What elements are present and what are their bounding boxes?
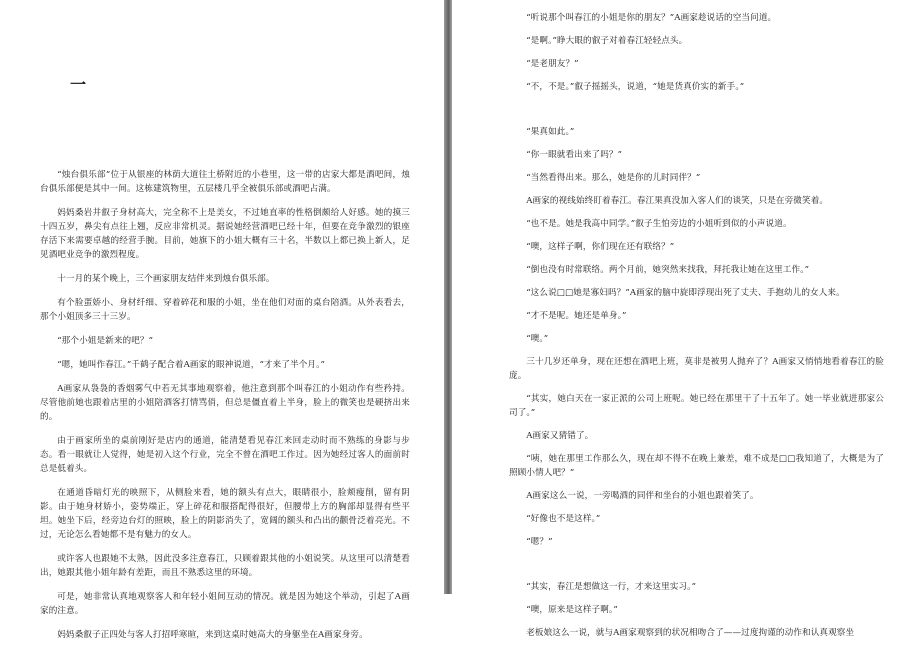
paragraph: “你一眼就看出来了吗？”: [526, 150, 623, 160]
paragraph: “也不是。她是我高中同学。”叡子生怕旁边的小姐听到似的小声说道。: [526, 219, 792, 229]
left-page: [0, 0, 444, 640]
paragraph: A画家从袅袅的香烟雾气中若无其事地观察着，他注意到那个叫春江的小姐动作有些矜持。尽管他前她也跟着店里的小姐陪酒客打情骂俏，但总是僵直着上半身，脸上的微笑也是硬挤出来的。: [40, 384, 410, 422]
paragraph: “是老朋友？”: [526, 59, 579, 69]
paragraph: A画家的视线始终盯着春江。春江果真没加入客人们的谈笑，只是在旁微笑着。: [526, 196, 829, 206]
section-gap: [509, 558, 884, 580]
paragraph: 老板娘这么一说，就与A画家观察到的状况相吻合了——过度拘谨的动作和认真观察坐: [526, 628, 855, 638]
paragraph: 或许客人也跟她不太熟，因此没多注意春江，只顾着跟其他的小姐说笑。从这里可以清楚看出，她跟其他小姐年龄有差距，而且不熟悉这里的环境。: [40, 554, 410, 578]
paragraph: “咦，她在那里工作那么久，现在却不得不在晚上兼差，难不成是□□我知道了，大概是为了照顾小情人吧？”: [509, 454, 884, 478]
paragraph: A画家又猜错了。: [526, 431, 594, 441]
paragraph: “噢。”: [526, 334, 549, 344]
paragraph: 在通道昏暗灯光的映照下，从侧脸来看，她的额头有点大，眼睛很小，脸颊瘦削，留有阴影。由于她身材娇小，姿势端正，穿上碎花和服搭配得很好，但腰带上方的胸部却显得有些平坦。她坐下后，经旁边台灯的照映，脸上的阴影消失了，宽阔的额头和凸出的颧骨泛着亮光。不过，无论怎么看她都不是有魅力的女人。: [40, 488, 410, 540]
chapter-mark: 一: [70, 75, 87, 94]
paragraph: 可是，她非常认真地观察客人和年轻小姐间互动的情况。就是因为她这个举动，引起了A画家的注意。: [40, 592, 410, 616]
paragraph: “听说那个叫春江的小姐是你的朋友？”A画家趁说话的空当问道。: [526, 13, 777, 23]
paragraph: “嗯，她叫作春江。”千鹤子配合着A画家的眼神说道，“才来了半个月。”: [57, 360, 325, 370]
paragraph: “不，不是。”叡子摇摇头，说道，“她是货真价实的新手。”: [526, 82, 745, 92]
page-gutter-divider: [444, 0, 452, 594]
paragraph: “这么说□□她是寡妇吗？”A画家的脑中旋即浮现出死了丈夫、手抱幼儿的女人来。: [526, 288, 845, 298]
paragraph: “噢，原来是这样子啊。”: [526, 605, 618, 615]
paragraph: “噢，这样子啊，你们现在还有联络？”: [526, 242, 675, 252]
right-page-text: [509, 11, 884, 649]
paragraph: “其实，她白天在一家正派的公司上班呢。她已经在那里干了十五年了。她一毕业就进那家公司了。”: [509, 394, 884, 418]
paragraph: “好像也不是这样。”: [526, 514, 601, 524]
paragraph: “其实，春江是想做这一行，才来这里实习。”: [526, 582, 697, 592]
paragraph: 十一月的某个晚上，三个画家朋友结伴来到烛台俱乐部。: [57, 274, 275, 284]
paragraph: “倒也没有时常联络。两个月前，她突然来找我，拜托我让她在这里工作。”: [526, 265, 810, 275]
paragraph: 妈妈桑岩井叡子身材高大，完全称不上是美女，不过她直率的性格倒颇给人好感。她的摸三十四五岁，鼻尖有点往上翘，反应非常机灵。据说她经营酒吧已经十年，但要在竞争激烈的银座存活下来需要卓越的经营手腕。目前，她旗下的小姐大概有三十名，半数以上都已换上新人，足见酒吧业竞争的激烈程度。: [40, 208, 410, 260]
paragraph: “是啊。”睁大眼的叡子对着春江轻轻点头。: [526, 36, 688, 46]
left-page-text: [40, 168, 410, 652]
paragraph: 由于画家所坐的桌前刚好是店内的通道，能清楚看见春江来回走动时而不熟练的身影与步态。看一眼就让人觉得，她是初入这个行业，完全不曾在酒吧工作过。因为她经过客人的面前时总是低着头。: [40, 436, 410, 474]
paragraph: 三十几岁还单身，现在还想在酒吧上班，莫非是被男人抛弃了？A画家又悄悄地看着春江的脸庞。: [509, 357, 884, 381]
paragraph: 妈妈桑叡子正四处与客人打招呼寒暄，来到这桌时她高大的身躯坐在A画家身旁。: [57, 630, 368, 640]
paragraph: “那个小姐是新来的吧？”: [57, 336, 154, 346]
paragraph: “烛台俱乐部”位于从银座的林荫大道往土桥附近的小巷里，这一带的店家大都是酒吧间，烛台俱乐部便是其中一间。这栋建筑物里，五层楼几乎全被俱乐部或酒吧占满。: [40, 170, 410, 194]
paragraph: “果真如此。”: [526, 127, 575, 137]
paragraph: “嗯？”: [526, 537, 553, 547]
paragraph: A画家这么一说，一旁喝酒的同伴和坐台的小姐也跟着笑了。: [526, 491, 759, 501]
paragraph: 有个脸蛋娇小、身材纤细、穿着碎花和服的小姐，坐在他们对面的桌台陪酒。从外表看去，那个小姐顶多三十三岁。: [40, 298, 410, 322]
right-page: [452, 0, 898, 638]
section-gap: [509, 103, 884, 125]
paragraph: “当然看得出来。那么，她是你的儿时同伴？”: [526, 173, 701, 183]
paragraph: “才不是呢。她还是单身。”: [526, 311, 627, 321]
